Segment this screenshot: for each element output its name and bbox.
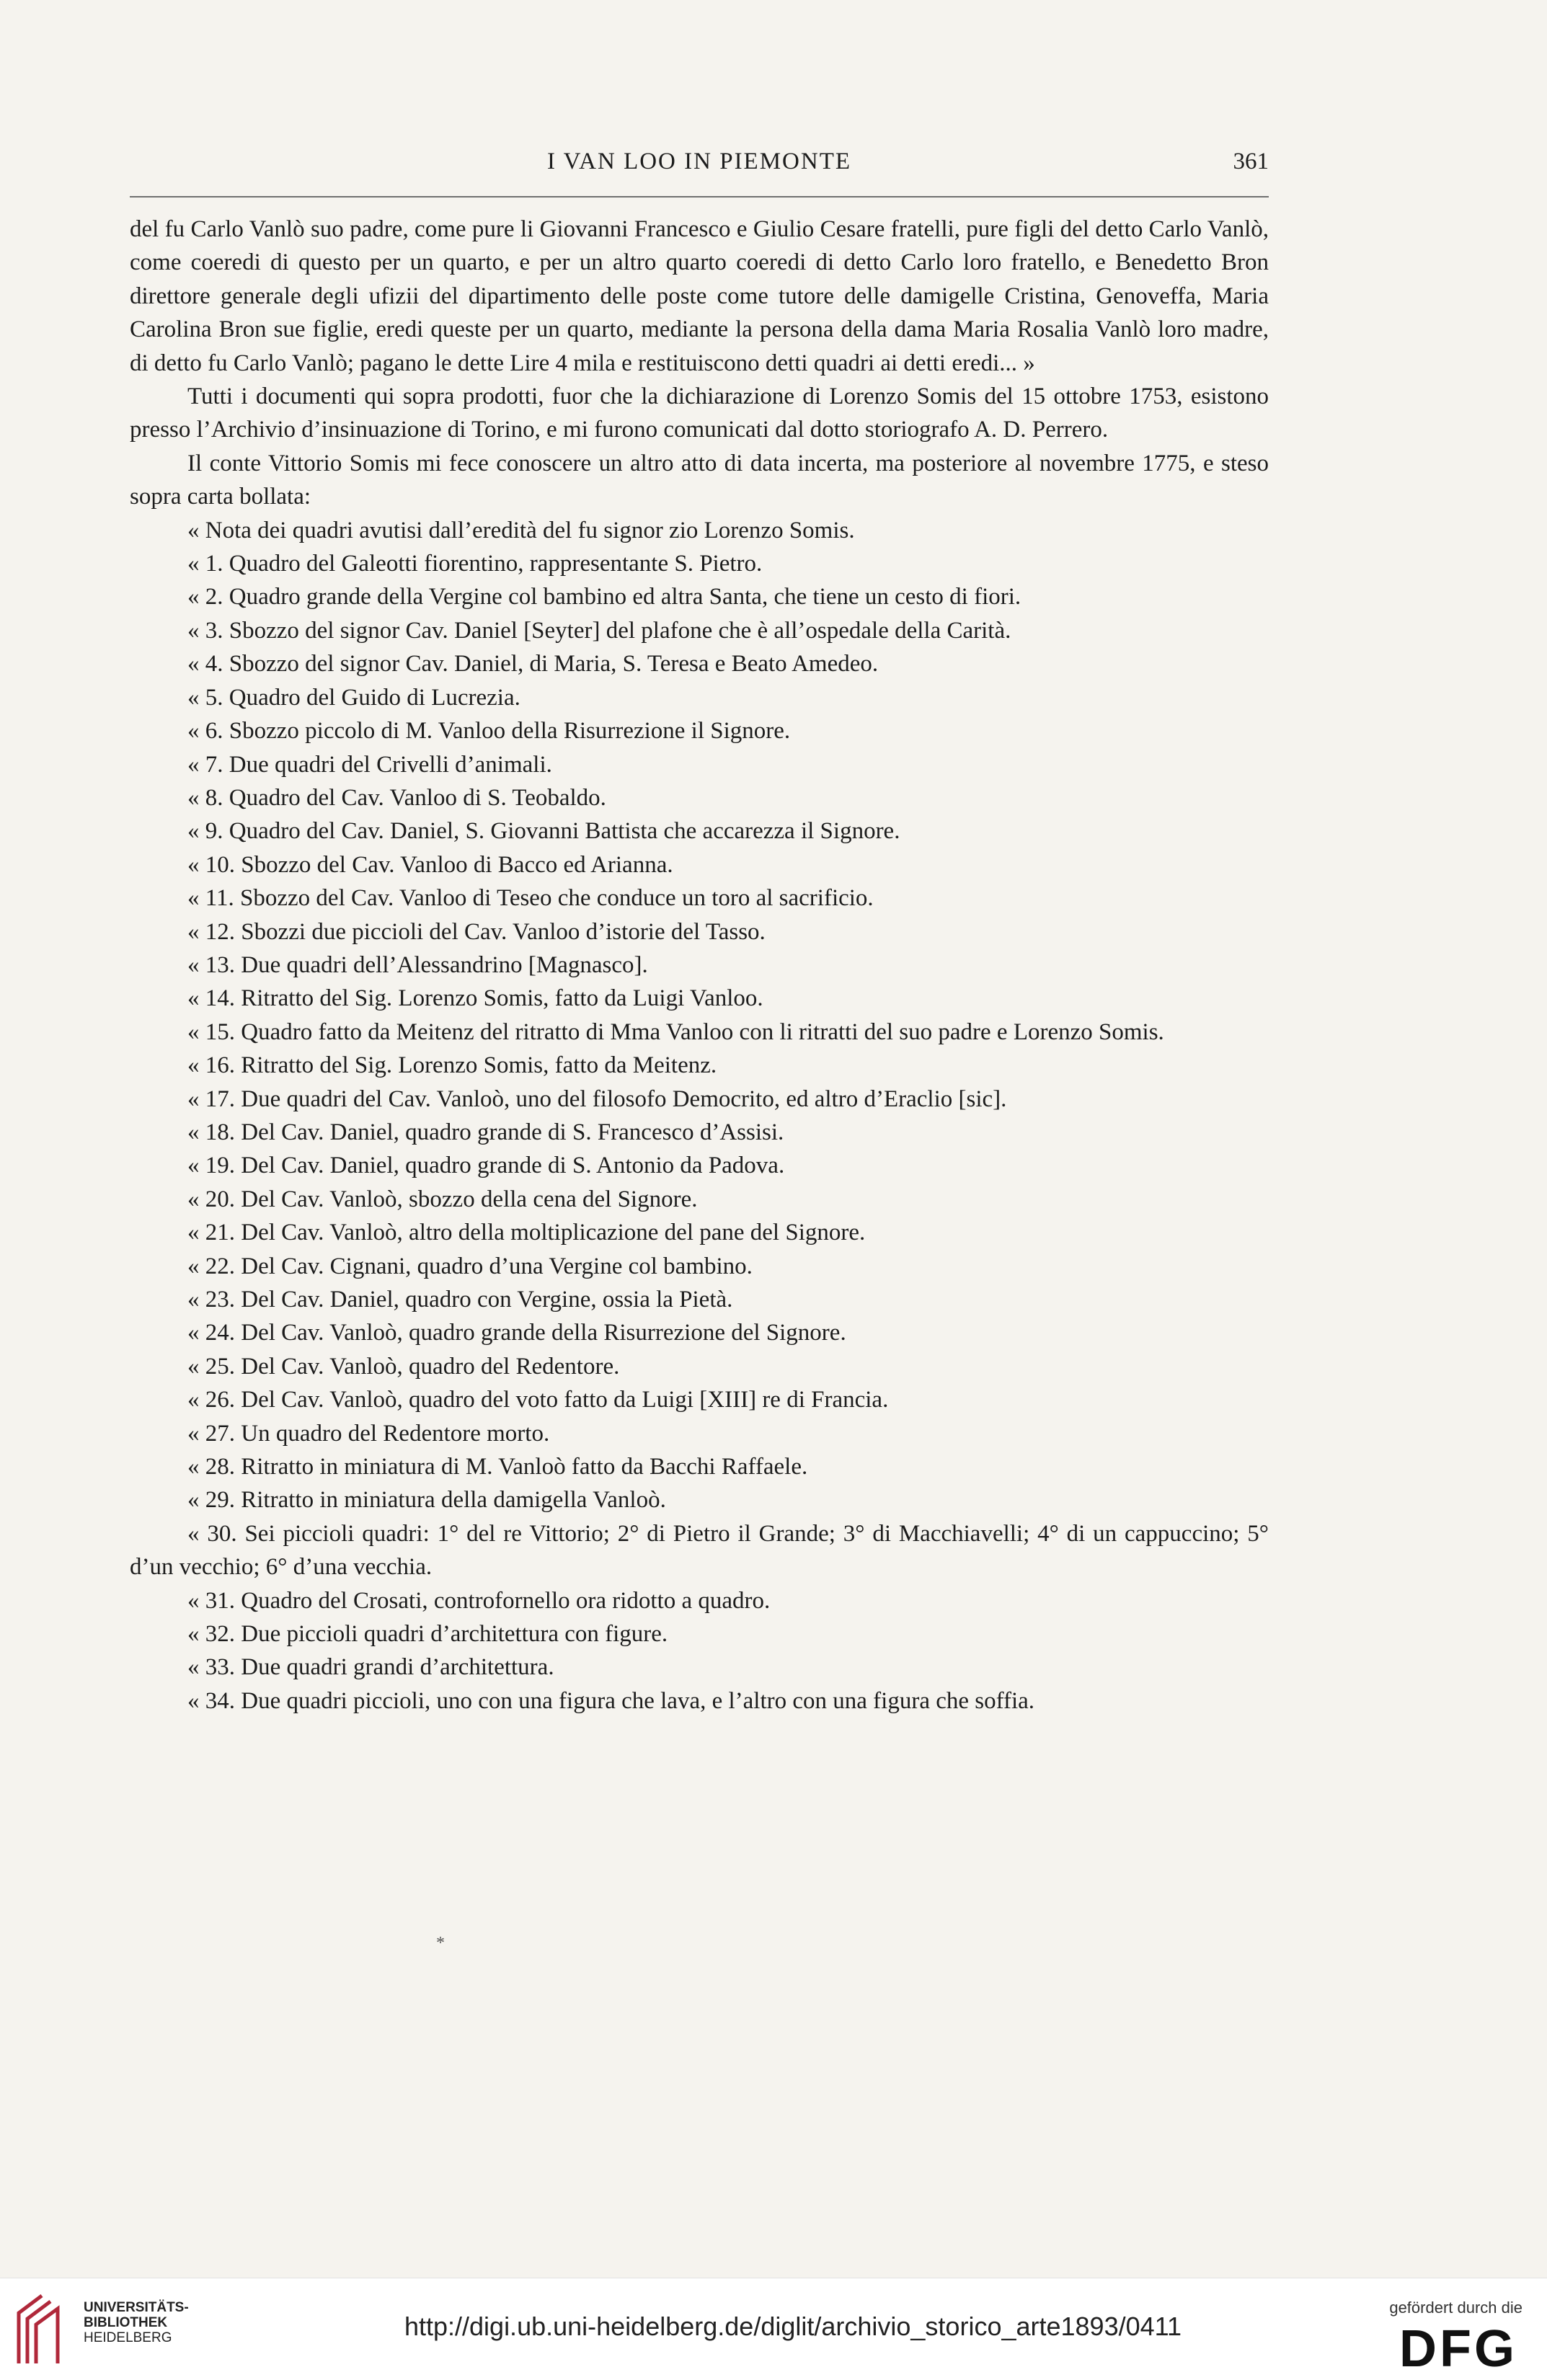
list-item: « 14. Ritratto del Sig. Lorenzo Somis, fatto da Luigi Vanloo. [187, 985, 763, 1012]
library-name [84, 2300, 189, 2345]
paragraph-documents: Tutti i documenti qui sopra prodotti, fuor che la dichiarazione di Lorenzo Somis del 15 ottobre 1753, esistono presso l’Archivio d’insinuazione di Torino, e mi furono comunicati dal dotto storiografo A. D. Perrero. [130, 383, 1269, 443]
list-item: « 33. Due quadri grandi d’architettura. [187, 1654, 554, 1681]
source-url-link[interactable]: http://digi.ub.uni-heidelberg.de/diglit/archivio_storico_arte1893/0411 [404, 2312, 1182, 2341]
list-item: « 24. Del Cav. Vanloò, quadro grande della Risurrezione del Signore. [187, 1320, 846, 1346]
list-item: « 9. Quadro del Cav. Daniel, S. Giovanni Battista che accarezza il Signore. [187, 818, 900, 845]
list-item: « 5. Quadro del Guido di Lucrezia. [187, 684, 520, 711]
library-name-line: UNIVERSITÄTS- [84, 2300, 189, 2315]
list-item: « 2. Quadro grande della Vergine col bambino ed altra Santa, che tiene un cesto di fiori. [187, 584, 1021, 610]
list-item: « 29. Ritratto in miniatura della damigella Vanloò. [187, 1487, 666, 1514]
funder-note: gefördert durch die [1389, 2299, 1522, 2317]
list-item: « 27. Un quadro del Redentore morto. [187, 1420, 550, 1447]
list-item: « 13. Due quadri dell’Alessandrino [Magnasco]. [187, 951, 648, 978]
list-item: « 3. Sbozzo del signor Cav. Daniel [Seyter] del plafone che è all’ospedale della Carità. [187, 617, 1011, 644]
list-item: « 19. Del Cav. Daniel, quadro grande di S. Antonio da Padova. [187, 1153, 785, 1179]
footer-bar [0, 2278, 1547, 2380]
list-item: « 12. Sbozzi due piccioli del Cav. Vanloo d’istorie del Tasso. [187, 918, 766, 945]
library-name-line: BIBLIOTHEK [84, 2315, 168, 2330]
dfg-logo-icon [1391, 2322, 1525, 2372]
list-item: « 1. Quadro del Galeotti fiorentino, rappresentante S. Pietro. [187, 551, 763, 577]
list-item: « 25. Del Cav. Vanloò, quadro del Redentore. [187, 1353, 620, 1380]
paragraph-continuation: del fu Carlo Vanlò suo padre, come pure li Giovanni Francesco e Giulio Cesare fratelli, pure figli del detto Carlo Vanlò, come coeredi di questo per un quarto, e per un altro quarto coeredi di detto Carlo loro fratello, e Benedetto Bron direttore generale degli ufizii del dipartimento delle poste come tutore delle damigelle Cristina, Genoveffa, Maria Carolina Bron sue figlie, eredi queste per un quarto, mediante la persona della dama Maria Rosalia Vanlò loro madre, di detto fu Carlo Vanlò; pagano le dette Lire 4 mila e restituiscono detti quadri ai detti eredi... » [130, 216, 1269, 376]
list-item: « 30. Sei piccioli quadri: 1° del re Vittorio; 2° di Pietro il Grande; 3° di Macchiavelli; 4° di un cappuccino; 5° d’un vecchio; 6° d’una vecchia. [130, 1520, 1269, 1581]
list-item: « 26. Del Cav. Vanloò, quadro del voto fatto da Luigi [XIII] re di Francia. [187, 1387, 889, 1413]
list-item: « 11. Sbozzo del Cav. Vanloo di Teseo che conduce un toro al sacrificio. [187, 885, 874, 912]
list-item: « 6. Sbozzo piccolo di M. Vanloo della Risurrezione il Signore. [187, 718, 791, 745]
header-rule [130, 196, 1269, 197]
dfg-logo-text: DFG [1399, 2322, 1517, 2372]
running-head [130, 148, 1269, 192]
list-item: « 34. Due quadri piccioli, uno con una figura che lava, e l’altro con una figura che soffia. [187, 1687, 1035, 1714]
list-item: « 28. Ritratto in miniatura di M. Vanloò fatto da Bacchi Raffaele. [187, 1454, 808, 1480]
library-name-line: HEIDELBERG [84, 2330, 172, 2345]
paragraph-nota: « Nota dei quadri avutisi dall’eredità del fu signor zio Lorenzo Somis. [187, 517, 855, 543]
list-item: « 10. Sbozzo del Cav. Vanloo di Bacco ed Arianna. [187, 851, 673, 878]
list-item: « 21. Del Cav. Vanloò, altro della moltiplicazione del pane del Signore. [187, 1220, 866, 1246]
list-item: « 32. Due piccioli quadri d’architettura con figure. [187, 1621, 668, 1648]
page-number: 361 [1233, 148, 1269, 174]
painting-list [130, 547, 1269, 1718]
list-item: « 20. Del Cav. Vanloò, sbozzo della cena del Signore. [187, 1186, 698, 1212]
list-item: « 8. Quadro del Cav. Vanloo di S. Teobaldo. [187, 784, 606, 811]
list-item: « 17. Due quadri del Cav. Vanloò, uno del filosofo Democrito, ed altro d’Eraclio [sic]. [187, 1085, 1007, 1112]
list-item: « 15. Quadro fatto da Meitenz del ritratto di Mma Vanloo con li ritratti del suo padre e Lorenzo Somis. [187, 1018, 1164, 1045]
list-item: « 31. Quadro del Crosati, controfornello ora ridotto a quadro. [187, 1587, 771, 1614]
list-item: « 4. Sbozzo del signor Cav. Daniel, di Maria, S. Teresa e Beato Amedeo. [187, 651, 879, 678]
list-item: « 16. Ritratto del Sig. Lorenzo Somis, fatto da Meitenz. [187, 1052, 717, 1079]
running-title: I VAN LOO IN PIEMONTE [546, 148, 852, 174]
list-item: « 18. Del Cav. Daniel, quadro grande di S. Francesco d’Assisi. [187, 1119, 784, 1145]
list-item: « 23. Del Cav. Daniel, quadro con Vergine, ossia la Pietà. [187, 1287, 733, 1313]
paragraph-somis: Il conte Vittorio Somis mi fece conoscere un altro atto di data incerta, ma posteriore al novembre 1775, e steso sopra carta bollata: [130, 450, 1269, 510]
stray-mark: * [436, 1934, 445, 1953]
list-item: « 7. Due quadri del Crivelli d’animali. [187, 751, 552, 778]
list-item: « 22. Del Cav. Cignani, quadro d’una Vergine col bambino. [187, 1253, 753, 1279]
library-logo-icon [13, 2291, 63, 2369]
body-text [130, 213, 1269, 1718]
